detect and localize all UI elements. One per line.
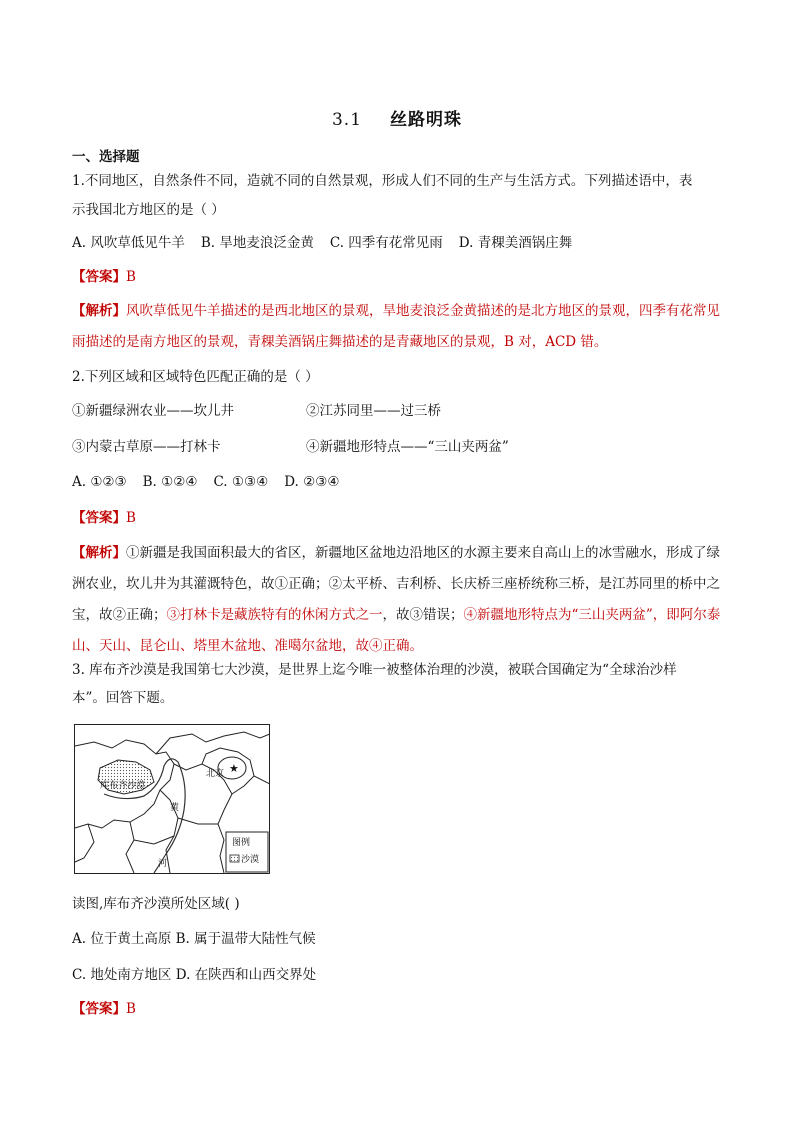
- q1-answer-tag: 【答案】: [72, 269, 126, 285]
- q3-stem-line2: 本”。回答下题。: [72, 690, 174, 706]
- q2-option-b: B. ①②④: [142, 474, 198, 490]
- capital-star-icon: ★: [229, 762, 239, 775]
- q3-answer-tag: 【答案】: [72, 1001, 126, 1017]
- q2-item-2: ②江苏同里——过三桥: [306, 403, 441, 419]
- legend-desert-label: 沙漠: [241, 855, 260, 865]
- page-title: [0, 105, 794, 130]
- q1-option-b: B. 旱地麦浪泛金黄: [200, 235, 314, 251]
- q2-analysis-part1: ①新疆是我国面积最大的省区，新疆地区盆地边沿地区的水源主要来自高山上的冰雪融水，形成了绿洲农业，坎儿井为其灌溉特色，故①正确；②太平桥、吉利桥、长庆桥三座桥统称三桥，是江苏同里的桥中之宝，故②正确；: [72, 545, 720, 623]
- legend-title: 图例: [232, 838, 251, 848]
- q2-analysis-tag: 【解析】: [72, 545, 126, 561]
- q1-answer-value: B: [126, 269, 136, 285]
- q2-items-row2: [72, 437, 732, 457]
- q2-option-d: D. ②③④: [284, 474, 340, 490]
- q2-analysis-part2: ③打林卡是藏族特有的休闲方式之一: [166, 607, 383, 623]
- q3-question: 读图,库布齐沙漠所处区域( ): [72, 896, 240, 912]
- q2-option-c: C. ①③④: [213, 474, 269, 490]
- q3-stem-line1: 3. 库布齐沙漠是我国第七大沙漠，是世界上迄今唯一被整体治理的沙漠，被联合国确定为“全球治沙样: [72, 662, 677, 678]
- q2-analysis-part3: ，故③错误；: [382, 607, 464, 623]
- q3-options-line2: C. 地处南方地区 D. 在陕西和山西交界处: [72, 967, 317, 983]
- q2-item-1: ①新疆绿洲农业——坎儿井: [72, 403, 234, 419]
- q1-analysis-tag: 【解析】: [72, 303, 126, 319]
- q1-analysis: [72, 296, 728, 358]
- q2-option-a: A. ①②③: [72, 474, 127, 490]
- q1-stem-line1: 1.不同地区，自然条件不同，造就不同的自然景观，形成人们不同的生产与生活方式。下列描述语中，表: [72, 173, 693, 189]
- map-desert-label: 库布齐沙漠: [100, 781, 146, 791]
- map-river-label-2: 河: [158, 859, 168, 869]
- q1-option-a: A. 风吹草低见牛羊: [72, 235, 185, 251]
- q3-answer-value: B: [126, 1001, 136, 1017]
- q1-option-c: C. 四季有花常见雨: [329, 235, 443, 251]
- map-river-label-1: 黄: [170, 803, 180, 813]
- q1-analysis-text: 风吹草低见牛羊描述的是西北地区的景观，旱地麦浪泛金黄描述的是北方地区的景观，四季有花常见雨描述的是南方地区的景观，青稞美酒锅庄舞描述的是青藏地区的景观，B 对，ACD 错。: [72, 303, 720, 350]
- q2-analysis-part4: ④新疆地形特点为“三山夹两盆”，即阿尔泰山、天山、昆仑山、塔里木盆地、准噶尔盆地，故④正确。: [72, 607, 721, 654]
- legend-desert-swatch: [230, 855, 239, 862]
- q2-answer-value: B: [126, 510, 136, 526]
- q2-item-4: ④新疆地形特点——“三山夹两盆”: [306, 439, 509, 455]
- q2-analysis: [72, 538, 728, 662]
- q2-stem: 2.下列区域和区域特色匹配正确的是（ ）: [72, 369, 319, 385]
- q1-answer: [72, 267, 732, 287]
- q2-item-3: ③内蒙古草原——打林卡: [72, 439, 221, 455]
- title-text: 丝路明珠: [390, 110, 463, 130]
- q1-option-d: D. 青稞美酒锅庄舞: [458, 235, 573, 251]
- q1-options: [72, 233, 732, 253]
- q2-answer: [72, 508, 732, 528]
- map-beijing-label: 北京: [206, 769, 225, 779]
- q2-items-row1: [72, 401, 732, 421]
- title-number: 3.1: [331, 110, 363, 130]
- section-heading: 一、选择题: [72, 149, 140, 165]
- q1-stem-line2: 示我国北方地区的是（ ）: [72, 202, 225, 218]
- q3-answer: [72, 999, 732, 1019]
- region-map: [74, 724, 270, 874]
- q2-answer-tag: 【答案】: [72, 510, 126, 526]
- q3-options-line1: A. 位于黄土高原 B. 属于温带大陆性气候: [72, 931, 316, 947]
- q2-options: [72, 472, 732, 492]
